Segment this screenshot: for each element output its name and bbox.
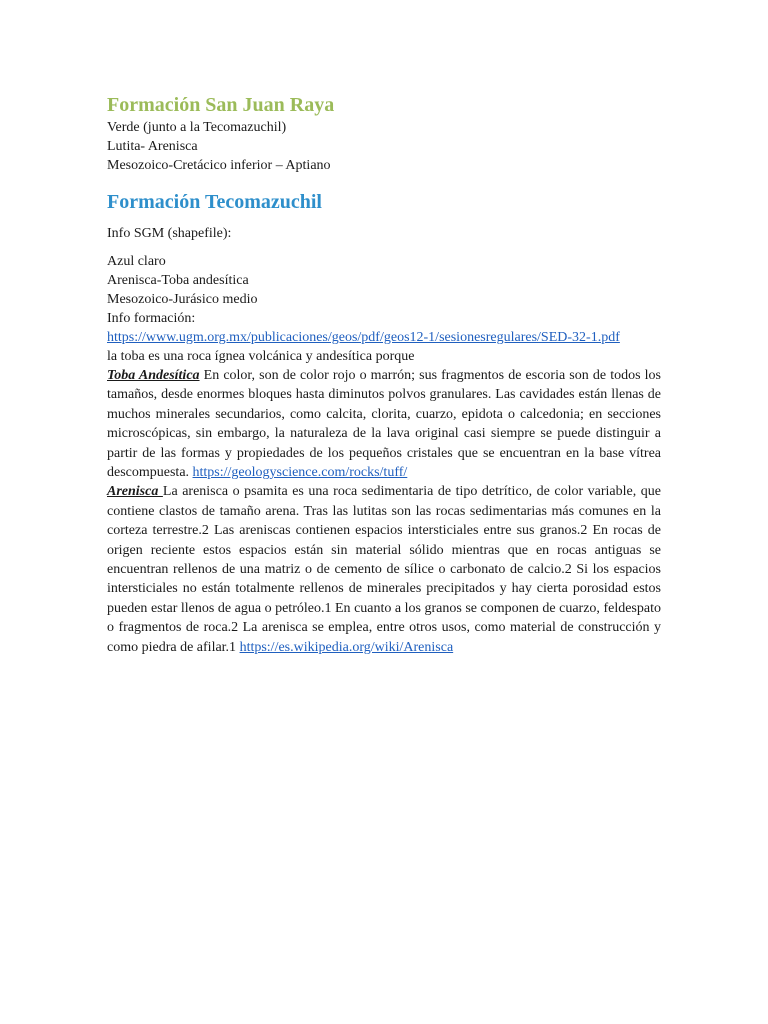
text-line: Verde (junto a la Tecomazuchil) — [107, 120, 287, 135]
text-line: Azul claro — [107, 254, 166, 269]
arenisca-description: La arenisca o psamita es una roca sedimentaria de tipo detrítico, de color variable, que contiene clastos de tamaño arena. Tras las lutitas son las rocas sedimentarias más comunes en la corteza terrestre.2 Las areniscas contienen espacios intersticiales entre sus granos.2 En rocas de origen reciente estos espacios están sin material sólido mientras que en rocas antiguas se encuentran rellenos de una matriz o de cemento de sílice o carbonato de calcio.2 Si los espacios intersticiales no están totalmente rellenos de minerales precipitados y hay cierta porosidad estos pueden estar llenos de agua o petróleo.1 En cuanto a los granos se componen de cuarzo, feldespato o fragmentos de roca.2 La arenisca se emplea, entre otros usos, como material de construcción y como piedra de afilar.1 — [107, 484, 662, 655]
document-body — [107, 92, 661, 657]
text-line: Arenisca-Toba andesítica — [107, 273, 249, 288]
heading-tecomazuchil: Formación Tecomazuchil — [107, 191, 322, 213]
text-line: Info formación: — [107, 311, 196, 326]
toba-description: En color, son de color rojo o marrón; sus fragmentos de escoria son de todos los tamaños, desde enormes bloques hasta diminutos polvos granulares. Las cavidades están llenas de muchos minerales secundarios, como calcita, clorita, cuarzo, epidota o calcedonia; en secciones microscópicas, sin embargo, la naturaleza de la lava original casi siempre se puede distinguir a partir de las formas y propiedades de los pequeños cristales que se encuentran en la base vítrea descompuesta. — [107, 368, 661, 481]
ugm-pdf-link[interactable]: https://www.ugm.org.mx/publicaciones/geos/pdf/geos12-1/sesionesregulares/SED-32-1.pdf — [107, 330, 620, 345]
info-sgm-line: Info SGM (shapefile): — [107, 226, 232, 241]
toba-paragraph — [107, 366, 661, 482]
text-line: Mesozoico-Jurásico medio — [107, 292, 258, 307]
heading-san-juan-raya: Formación San Juan Raya — [107, 94, 335, 116]
text-line: Mesozoico-Cretácico inferior – Aptiano — [107, 158, 331, 173]
text-line: Lutita- Arenisca — [107, 139, 198, 154]
arenisca-term: Arenisca — [107, 484, 163, 500]
toba-intro-line: la toba es una roca ígnea volcánica y andesítica porque — [107, 349, 415, 364]
geologyscience-link[interactable]: https://geologyscience.com/rocks/tuff/ — [192, 465, 408, 481]
arenisca-paragraph — [107, 482, 661, 657]
toba-term: Toba Andesítica — [107, 368, 200, 383]
wikipedia-arenisca-link[interactable]: https://es.wikipedia.org/wiki/Arenisca — [239, 639, 454, 655]
